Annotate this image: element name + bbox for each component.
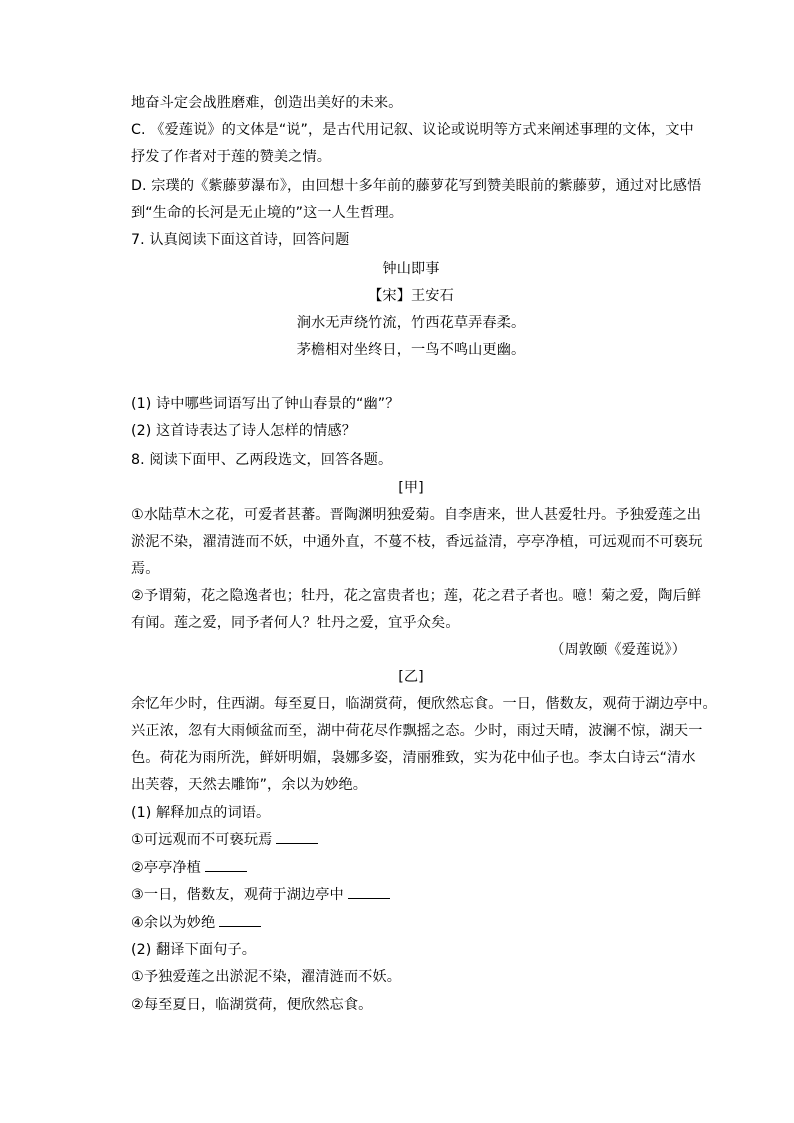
text-line: 到“生命的长河是无止境的”这一人生哲理。	[131, 205, 404, 221]
passage-a-label: [甲]	[398, 480, 424, 496]
question-8-sub-1: (1) 解释加点的词语。	[131, 805, 271, 821]
poem-line-1: 涧水无声绕竹流，竹西花草弄春柔。	[296, 315, 526, 331]
explain-item-4: ④余以为妙绝	[131, 910, 701, 937]
text-line: 地奋斗定会战胜磨难，创造出美好的未来。	[131, 95, 403, 111]
option-d-line: D. 宗璞的《紫藤萝瀑布》，由回想十多年前的藤萝花写到赞美眼前的紫藤萝，通过对比感悟	[131, 178, 702, 194]
passage-a-line: ②予谓菊，花之隐逸者也；牡丹，花之富贵者也；莲，花之君子者也。噫！菊之爱，陶后鲜	[131, 588, 702, 604]
explain-item-2: ②亭亭净植	[131, 855, 701, 882]
poem-line-2: 茅檐相对坐终日，一鸟不鸣山更幽。	[296, 342, 526, 358]
question-8-heading: 8. 阅读下面甲、乙两段选文，回答各题。	[131, 452, 393, 468]
question-7-heading: 7. 认真阅读下面这首诗，回答问题	[131, 232, 350, 248]
question-7-sub-2: (2) 这首诗表达了诗人怎样的情感？	[131, 423, 357, 439]
passage-b-line: 兴正浓，忽有大雨倾盆而至，湖中荷花尽作飘摇之态。少时，雨过天晴，波澜不惊，湖天一	[131, 723, 703, 739]
question-8-sub-2: (2) 翻译下面句子。	[131, 942, 257, 958]
poem-title: 钟山即事	[382, 261, 440, 277]
passage-a-line: ①水陆草木之花，可爱者甚蕃。晋陶渊明独爱菊。自李唐来，世人甚爱牡丹。予独爱莲之出	[131, 507, 702, 523]
passage-b-label: [乙]	[398, 669, 424, 685]
passage-a-line: 焉。	[131, 561, 160, 577]
poem-author: 【宋】王安石	[368, 288, 454, 304]
passage-b-line: 出芙蓉，天然去雕饰”，余以为妙绝。	[131, 777, 368, 793]
passage-b-line: 色。荷花为雨所洗，鲜妍明媚，袅娜多姿，清丽雅致，实为花中仙子也。李太白诗云“清水	[131, 750, 696, 766]
passage-a-line: 有闻。莲之爱，同予者何人？牡丹之爱，宜乎众矣。	[131, 615, 460, 631]
explain-item-3: ③一日，偕数友，观荷于湖边亭中	[131, 882, 701, 909]
question-7-sub-1: (1) 诗中哪些词语写出了钟山春景的“幽”？	[131, 396, 400, 412]
passage-a-source: （周敦颐《爱莲说》）	[550, 642, 686, 658]
translate-item-1: ①予独爱莲之出淤泥不染，濯清涟而不妖。	[131, 969, 401, 985]
answer-blank[interactable]	[348, 884, 390, 899]
answer-blank[interactable]	[219, 912, 261, 927]
translate-item-2: ②每至夏日，临湖赏荷，便欣然忘食。	[131, 997, 373, 1013]
answer-blank[interactable]	[276, 829, 318, 844]
explain-item-1: ①可远观而不可亵玩焉	[131, 827, 701, 854]
passage-a-line: 淤泥不染，濯清涟而不妖，中通外直，不蔓不枝，香远益清，亭亭净植，可远观而不可亵玩	[131, 534, 703, 550]
passage-b-line: 余忆年少时，住西湖。每至夏日，临湖赏荷，便欣然忘食。一日，偕数友，观荷于湖边亭中。	[131, 696, 717, 712]
answer-blank[interactable]	[205, 857, 247, 872]
text-line: 抒发了作者对于莲的赞美之情。	[131, 149, 332, 165]
option-c-line: C. 《爱莲说》的文体是“说”，是古代用记叙、议论或说明等方式来阐述事理的文体，文中	[131, 122, 694, 138]
